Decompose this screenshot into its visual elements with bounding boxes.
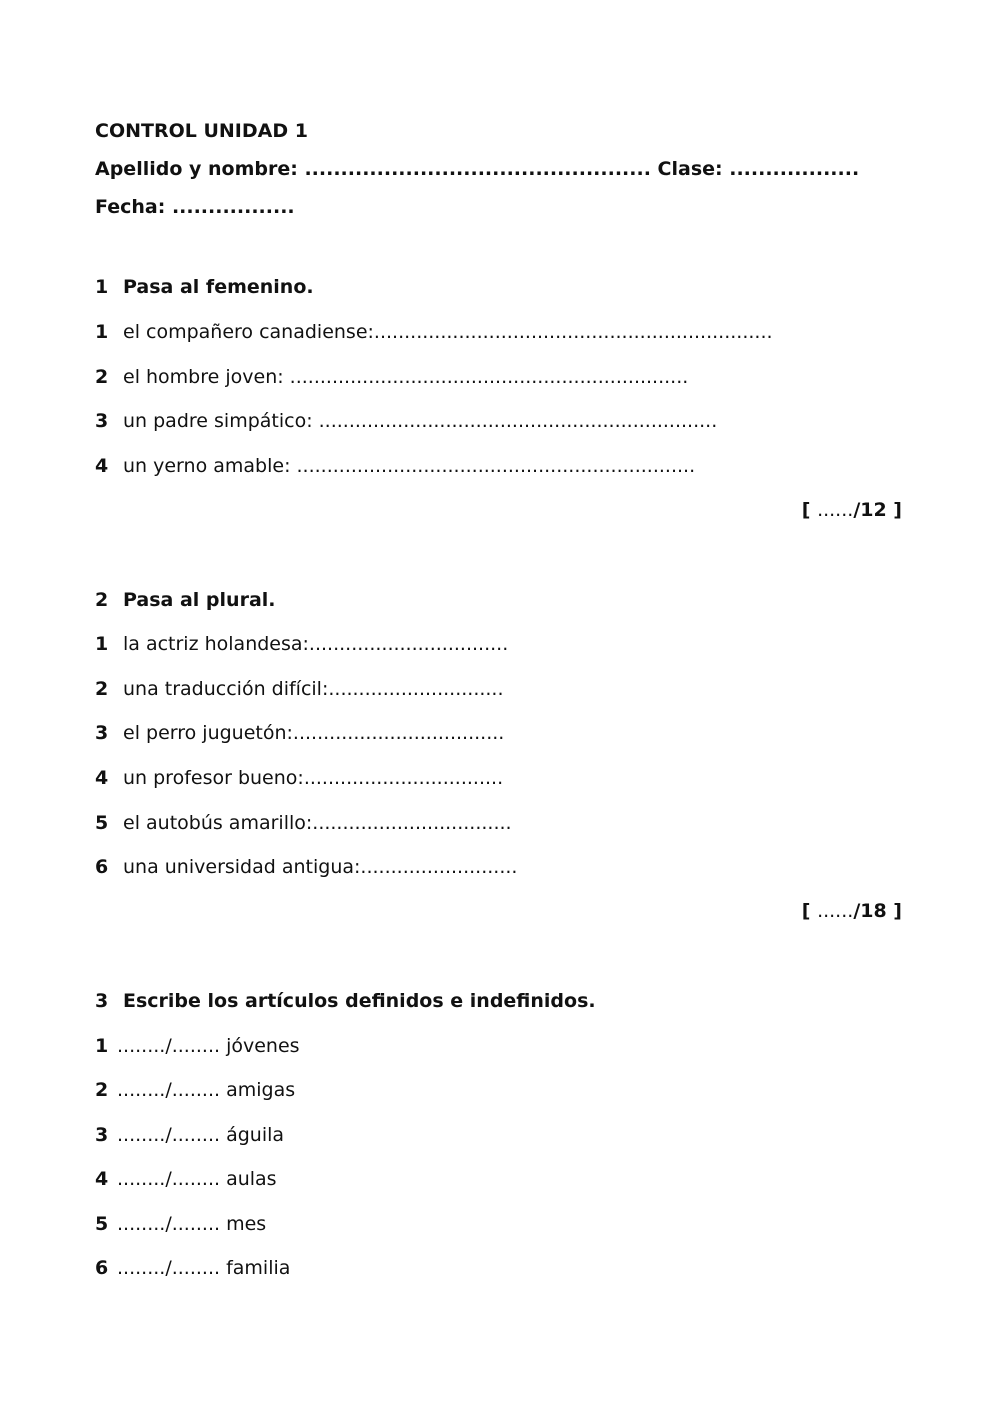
item-text: la actriz holandesa:................................. — [123, 633, 509, 655]
item-text: ......../........ jóvenes — [117, 1035, 300, 1057]
item-number: 6 — [95, 856, 109, 878]
score-total: /12 ] — [853, 499, 902, 521]
section-2-heading — [95, 588, 276, 612]
exercise-item[interactable] — [95, 1212, 266, 1236]
exercise-item[interactable] — [95, 1078, 295, 1102]
exercise-item[interactable] — [95, 1256, 290, 1280]
exercise-item[interactable] — [95, 1123, 284, 1147]
item-number: 3 — [95, 722, 109, 744]
item-number: 1 — [95, 633, 109, 655]
item-number: 2 — [95, 1079, 109, 1101]
exercise-item[interactable] — [95, 632, 508, 656]
item-text: un yerno amable: .................................................................. — [123, 455, 696, 477]
date-label: Fecha: — [95, 196, 166, 218]
date-row — [95, 195, 295, 219]
item-text: el perro juguetón:................................... — [123, 722, 505, 744]
item-number: 4 — [95, 767, 109, 789]
item-text: ......../........ águila — [117, 1124, 285, 1146]
section-number: 1 — [95, 276, 109, 298]
section-title: Pasa al plural. — [123, 589, 276, 611]
item-number: 3 — [95, 1124, 109, 1146]
item-number: 6 — [95, 1257, 109, 1279]
item-number: 5 — [95, 1213, 109, 1235]
item-text: ......../........ mes — [117, 1213, 267, 1235]
item-text: ......../........ aulas — [117, 1168, 277, 1190]
class-field[interactable]: .................. — [729, 158, 860, 180]
item-text: una traducción difícil:............................. — [123, 678, 504, 700]
section-2-score — [802, 899, 902, 923]
item-number: 4 — [95, 1168, 109, 1190]
section-number: 3 — [95, 990, 109, 1012]
name-class-row — [95, 157, 859, 181]
item-text: ......../........ amigas — [117, 1079, 296, 1101]
score-open: [ — [801, 900, 811, 922]
item-number: 2 — [95, 366, 109, 388]
name-label: Apellido y nombre: — [95, 158, 298, 180]
item-number: 1 — [95, 1035, 109, 1057]
score-blank[interactable]: ...... — [817, 499, 854, 521]
item-text: un padre simpático: .................................................................. — [123, 410, 718, 432]
item-number: 2 — [95, 678, 109, 700]
item-text: el compañero canadiense:.................................................................. — [123, 321, 773, 343]
item-text: ......../........ familia — [117, 1257, 291, 1279]
section-1-heading — [95, 275, 314, 299]
section-title: Pasa al femenino. — [123, 276, 314, 298]
section-1-score — [802, 498, 902, 522]
exercise-item[interactable] — [95, 1034, 300, 1058]
exercise-item[interactable] — [95, 365, 688, 389]
score-open: [ — [801, 499, 811, 521]
item-text: el hombre joven: .................................................................. — [123, 366, 689, 388]
class-label: Clase: — [657, 158, 723, 180]
exercise-item[interactable] — [95, 721, 504, 745]
section-title: Escribe los artículos definidos e indefinidos. — [123, 990, 596, 1012]
score-blank[interactable]: ...... — [817, 900, 854, 922]
item-text: una universidad antigua:.......................... — [123, 856, 518, 878]
item-text: un profesor bueno:................................. — [123, 767, 504, 789]
name-field[interactable]: ................................................ — [304, 158, 651, 180]
score-total: /18 ] — [853, 900, 902, 922]
exercise-item[interactable] — [95, 409, 717, 433]
item-text: el autobús amarillo:................................. — [123, 812, 512, 834]
date-field[interactable]: ................. — [171, 196, 295, 218]
item-number: 1 — [95, 321, 109, 343]
exercise-item[interactable] — [95, 320, 773, 344]
item-number: 5 — [95, 812, 109, 834]
exercise-item[interactable] — [95, 1167, 277, 1191]
exercise-item[interactable] — [95, 454, 695, 478]
exercise-item[interactable] — [95, 766, 503, 790]
exercise-item[interactable] — [95, 855, 517, 879]
section-3-heading — [95, 989, 596, 1013]
item-number: 3 — [95, 410, 109, 432]
exercise-item[interactable] — [95, 811, 512, 835]
section-number: 2 — [95, 589, 109, 611]
exercise-item[interactable] — [95, 677, 504, 701]
item-number: 4 — [95, 455, 109, 477]
page-title: CONTROL UNIDAD 1 — [95, 120, 308, 142]
